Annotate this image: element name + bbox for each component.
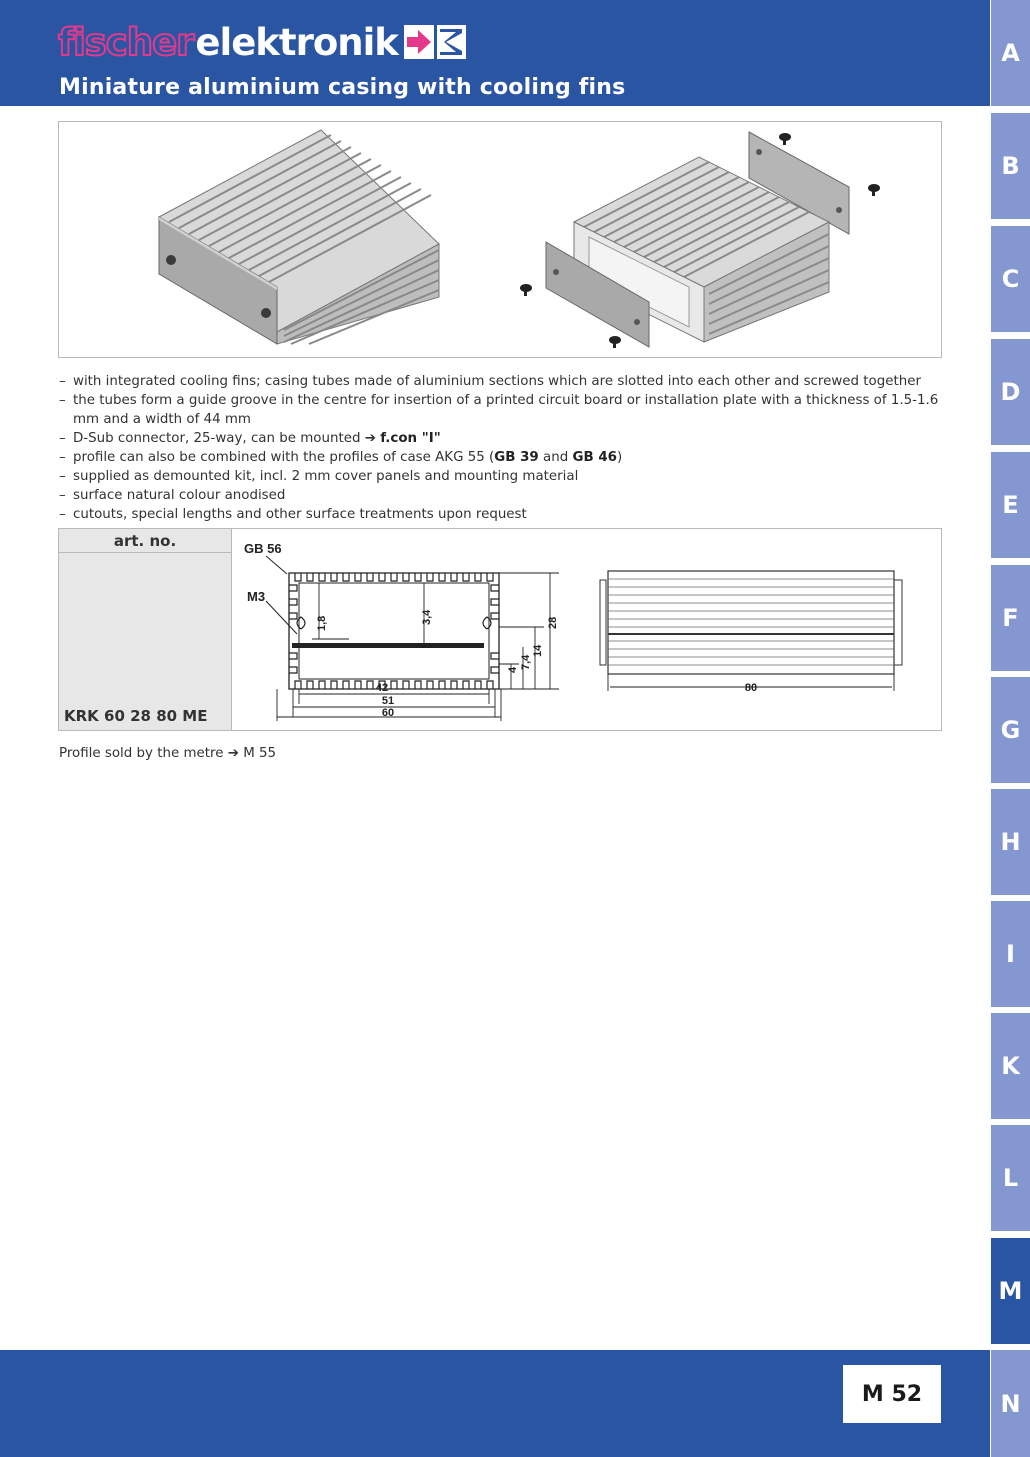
tab-c[interactable]: C: [991, 226, 1030, 332]
arrow-icon: ➔: [227, 746, 239, 761]
dim-h-total: 28: [547, 616, 559, 629]
logo-elektronik: elektronik: [195, 20, 398, 64]
exploded-casing-icon: [520, 132, 880, 348]
dim-w-inner: 42: [375, 682, 389, 694]
fcon-link[interactable]: f.con "I": [380, 431, 441, 446]
feature-item: – D-Sub connector, 25-way, can be mounted ➔ f.con "I": [59, 429, 949, 448]
tab-d[interactable]: D: [991, 339, 1030, 445]
dim-h-half: 14: [532, 644, 544, 657]
dim-w-outer: 60: [381, 707, 395, 719]
feature-item: – with integrated cooling fins; casing tubes made of aluminium sections which are slotted into each other and screwed together: [59, 372, 949, 391]
page-title: Miniature aluminium casing with cooling fins: [59, 75, 626, 100]
product-image: [58, 121, 942, 358]
dim-h-groove: 7,4: [520, 654, 532, 670]
profile-note: Profile sold by the metre ➔ M 55: [59, 746, 277, 761]
tab-h[interactable]: H: [991, 789, 1030, 895]
dim-h-gap: 3,4: [421, 609, 433, 625]
technical-drawing: [59, 529, 943, 732]
tab-i[interactable]: I: [991, 901, 1030, 1007]
article-number[interactable]: KRK 60 28 80 ME: [64, 707, 208, 725]
tab-g[interactable]: G: [991, 677, 1030, 783]
feature-item: – cutouts, special lengths and other surface treatments upon request: [59, 505, 949, 524]
tab-b[interactable]: B: [991, 113, 1030, 219]
tab-f[interactable]: F: [991, 565, 1030, 671]
logo-fischer: fischer: [58, 20, 194, 64]
feature-list: [59, 372, 949, 524]
page-number: M 52: [843, 1365, 941, 1423]
brand-logo: [58, 20, 468, 64]
dim-length: 80: [744, 682, 758, 694]
feature-item: – the tubes form a guide groove in the centre for insertion of a printed circuit board or installation plate with a thickness of 1.5-1.6 mm and a width of 44 mm: [59, 391, 949, 429]
spec-table: [58, 528, 942, 731]
tab-m[interactable]: M: [991, 1238, 1030, 1344]
artno-header: art. no.: [59, 529, 231, 553]
m55-link[interactable]: M 55: [243, 746, 277, 761]
profile-label: GB 56: [244, 541, 282, 556]
header-banner: [0, 0, 990, 106]
feature-item: – profile can also be combined with the profiles of case AKG 55 (GB 39 and GB 46): [59, 448, 949, 467]
profile-side-view: [600, 571, 902, 691]
dim-w-mid: 51: [381, 695, 395, 707]
dim-h-top: 1,8: [316, 615, 328, 631]
tab-n[interactable]: N: [991, 1350, 1030, 1457]
pcb-board: [292, 643, 484, 648]
footer-banner: [0, 1350, 990, 1457]
screw-label: M3: [247, 589, 266, 604]
dim-h-base: 4: [507, 666, 519, 673]
tab-l[interactable]: L: [991, 1125, 1030, 1231]
tab-k[interactable]: K: [991, 1013, 1030, 1119]
tab-a[interactable]: A: [991, 0, 1030, 106]
feature-item: – surface natural colour anodised: [59, 486, 949, 505]
arrow-icon: ➔: [364, 431, 376, 446]
assembled-casing-icon: [159, 130, 439, 344]
gb46-ref[interactable]: GB 46: [572, 450, 617, 465]
gb39-ref[interactable]: GB 39: [494, 450, 539, 465]
logo-arrow-icon: [404, 25, 468, 59]
tab-e[interactable]: E: [991, 452, 1030, 558]
feature-item: – supplied as demounted kit, incl. 2 mm cover panels and mounting material: [59, 467, 949, 486]
